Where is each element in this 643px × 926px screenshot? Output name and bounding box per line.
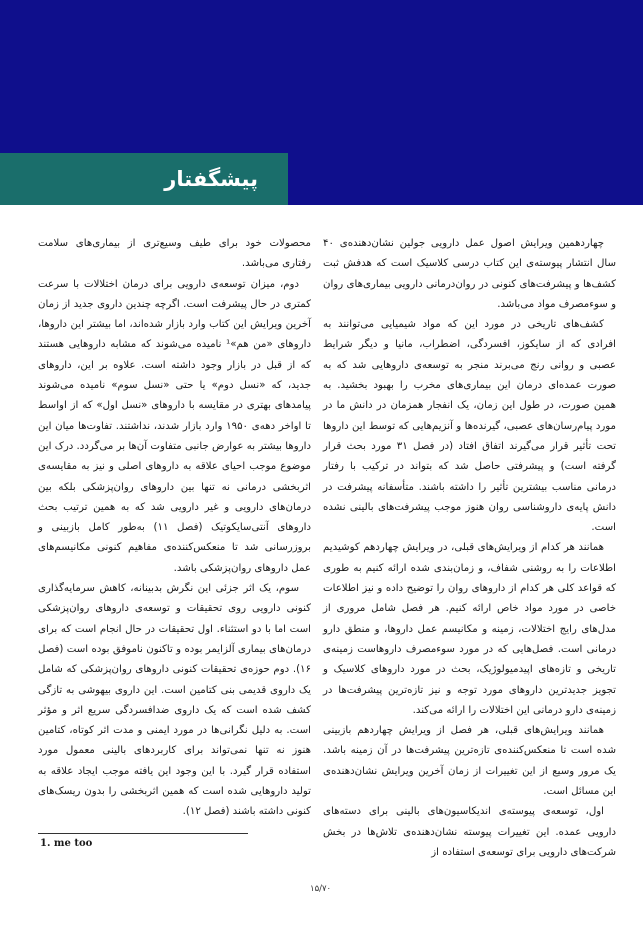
paragraph: اول، توسعه‌ی پیوسته‌ی اندیکاسیون‌های بالینی برای دسته‌های دارویی عمده. این تغییرات پیوسته نشان‌دهنده‌ی تلاش‌ها در بخش شرکت‌های دارویی برای توسعه‌ی استفاده از [323, 806, 616, 858]
paragraph: دوم، میزان توسعه‌ی دارویی برای درمان اختلالات با سرعت کمتری در حال پیشرفت است. اگرچه چندین داروی جدید از زمان آخرین ویرایش این کتاب وارد بازار شده‌اند، اما بیشتر این داروها، داروهای «من هم»¹ نامیده می‌شوند که مشابه داروهایی هستند که از قبل در بازار وجود داشته است. علاوه بر این، داروهای جدید، که «نسل دوم» یا حتی «نسل سوم» نامیده می‌شوند پیامدهای بهتری در مقایسه با داروهای «نسل اول» که از اواسط تا اواخر دهه‌ی ۱۹۵۰ وارد بازار شدند، نداشتند. تفاوت‌ها میان این داروها بیشتر به عوارض جانبی متفاوت آن‌ها بر می‌گردد. درک این موضوع موجب احیای علاقه به داروهای اصلی و نیز به مقایسه‌ی اثربخشی درمانی نه تنها بین داروهای روان‌پزشکی بلکه بین درمان‌های دارویی و غیر دارویی شد که به همین ترتیب بحث داروهای آنتی‌سایکوتیک (فصل ۱۱) به‌طور کامل بازبینی و بروزرسانی شد تا منعکس‌کننده‌ی مفاهیم کنونی مکانیسم‌های عمل داروهای روان‌پزشکی باشد. [38, 278, 311, 574]
paragraph: همانند ویرایش‌های قبلی، هر فصل از ویرایش چهاردهم بازبینی شده است تا منعکس‌کننده‌ی تازه‌ترین پیشرفت‌ها در آن زمینه باشد. یک مرور وسیع از این تغییرات از زمان آخرین ویرایش نشان‌دهنده‌ی این مسائل است. [323, 725, 616, 798]
paragraph: چهاردهمین ویرایش اصول عمل دارویی جولین نشان‌دهنده‌ی ۴۰ سال انتشار پیوسته‌ی این کتاب درسی کلاسیک است که هدفش ثبت کشف‌ها و پیشرفت‌های کنونی در روان‌درمانی دارویی بیماری‌های روان و سوءمصرف مواد می‌باشد. [323, 238, 616, 310]
paragraph: کشف‌های تاریخی در مورد این که مواد شیمیایی می‌توانند به افرادی که از سایکوز، افسردگی، اضطراب، مانیا و دیگر شرایط عصبی و روانی رنج می‌برند منجر به توسعه‌ی داروهایی شد که به صورت عمده‌ای درمان این بیماری‌های مخرب را بهبود بخشید. به همین صورت، در طول این زمان، یک انفجار همزمان در دانش ما در مورد پیام‌رسان‌های عصبی، گیرنده‌ها و آنزیم‌هایی که توسط این داروها تحت تأثیر قرار می‌گیرند اتفاق افتاد (در فصل ۳۱ مورد بحث قرار گرفته است) و پیشرفتی حاصل شد که بتواند در ترکیب با رفتار درمانی مناسب بیشترین تأثیر را داشته باشند. متأسفانه پیشرفت در دانش پایه‌ی داروشناسی روان هنوز موجب پیشرفت‌های بالینی نشده است. [323, 319, 616, 534]
chapter-title: پیشگفتار [164, 167, 258, 191]
footnote-divider [38, 833, 248, 834]
paragraph: محصولات خود برای طیف وسیع‌تری از بیماری‌های سلامت رفتاری می‌باشد. [38, 238, 311, 270]
page-number: ۱۵/۷۰ [310, 884, 332, 894]
footnote: 1. me too [40, 838, 93, 849]
paragraph: سوم، یک اثر جزئی این نگرش بدبینانه، کاهش سرمایه‌گذاری کنونی دارویی روی تحقیقات و توسعه‌ی داروهای روان‌پزشکی است اما با دو استثناء. اول تحقیقات در حال انجام است که برای درمان‌های بیماری آلزایمر بوده و تاکنون ناموفق بوده است (فصل ۱۶). دوم حوزه‌ی تحقیقات کنونی داروهای روان‌پزشکی که شامل یک داروی قدیمی بنی کتامین است. این داروی بیهوشی به تازگی کشف شده است که یک داروی ضدافسردگی سریع اثر و مؤثر است. به دلیل نگرانی‌ها در مورد ایمنی و مدت اثر کوتاه، کتامین هنوز نه تنها نمی‌تواند برای کاربردهای بالینی معمول مورد استفاده قرار گیرد. با این وجود این یافته موجب ایجاد علاقه به تولید داروهایی شده است که همین اثربخشی را بدون ریسک‌های کنونی داشته باشند (فصل ۱۲). [38, 583, 311, 818]
chapter-title-bar [0, 153, 288, 205]
paragraph: همانند هر کدام از ویرایش‌های قبلی، در ویرایش چهاردهم کوشیدیم اطلاعات را به روشنی شفاف، و زمان‌بندی شده ارائه کنیم به طوری که قواعد کلی هر کدام از داروهای روان را توضیح داده و نیز اطلاعات خاصی در مورد مواد خاص ارائه کنیم. هر فصل شامل مروری از مدل‌های رایج اختلالات، زمینه و مکانیسم عمل داروها، و منطق دارو درمانی است. فصل‌هایی که در مورد سوءمصرف داروهاست زمینه‌ی تاریخی و تازه‌های اپیدمیولوژیک، بحث در مورد داروهای کلاسیک و تجویز جدیدترین داروهای مورد توجه و نیز تازه‌ترین پیشرفت‌ها در زمینه‌ی دارو درمانی این اختلالات را ارائه می‌کند. [323, 542, 616, 716]
right-column [323, 234, 616, 863]
left-column [38, 234, 311, 823]
